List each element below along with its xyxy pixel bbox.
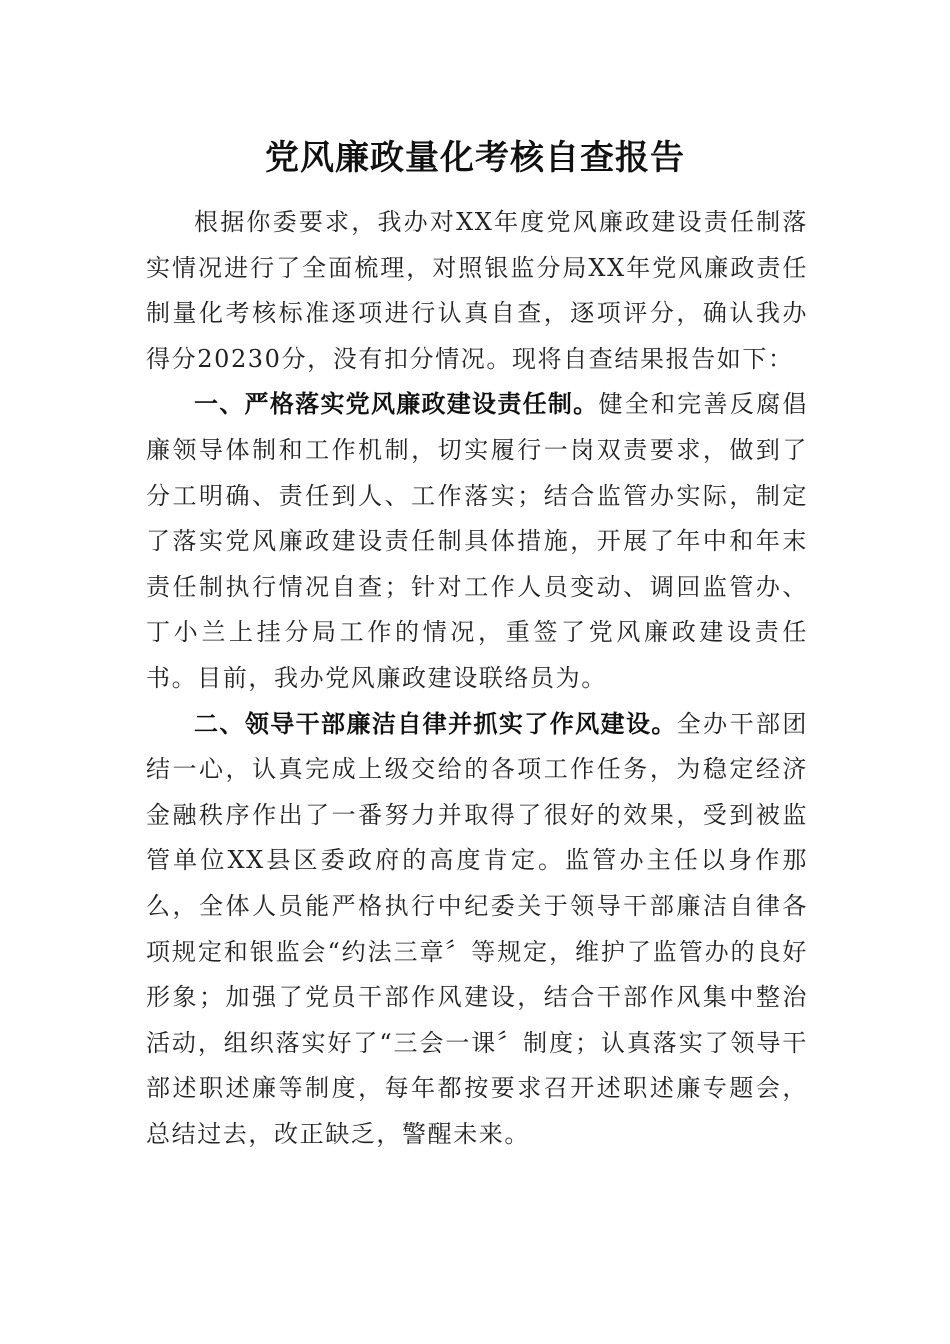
paragraph-section-2 [146, 702, 808, 1158]
document-body [146, 200, 808, 1157]
section-1-text: 健全和完善反腐倡廉领导体制和工作机制，切实履行一岗双责要求，做到了分工明确、责任到人、工作落实；结合监管办实际，制定了落实党风廉政建设责任制具体措施，开展了年中和年末责任制执行情况自查；针对工作人员变动、调回监管办、丁小兰上挂分局工作的情况，重签了党风廉政建设责任书。目前，我办党风廉政建设联络员为。 [146, 390, 808, 692]
section-2-text: 全办干部团结一心，认真完成上级交给的各项工作任务，为稳定经济金融秩序作出了一番努力并取得了很好的效果，受到被监管单位XX县区委政府的高度肯定。监管办主任以身作那么，全体人员能严格执行中纪委关于领导干部廉洁自律各项规定和银监会“约法三章〞等规定，维护了监管办的良好形象；加强了党员干部作风建设，结合干部作风集中整治活动，组织落实好了“三会一课〞制度；认真落实了领导干部述职述廉等制度，每年都按要求召开述职述廉专题会，总结过去，改正缺乏，警醒未来。 [146, 709, 808, 1148]
section-1-heading: 一、严格落实党风廉政建设责任制。 [194, 390, 599, 419]
paragraph-intro [146, 200, 808, 382]
section-2-heading: 二、领导干部廉洁自律并抓实了作风建设。 [194, 709, 677, 738]
paragraph-intro-text: 根据你委要求，我办对XX年度党风廉政建设责任制落实情况进行了全面梳理，对照银监分局XX年党风廉政责任制量化考核标准逐项进行认真自查，逐项评分，确认我办得分20230分，没有扣分情况。现将自查结果报告如下： [146, 208, 808, 373]
paragraph-section-1 [146, 382, 808, 701]
document-title: 党风廉政量化考核自查报告 [265, 138, 685, 178]
